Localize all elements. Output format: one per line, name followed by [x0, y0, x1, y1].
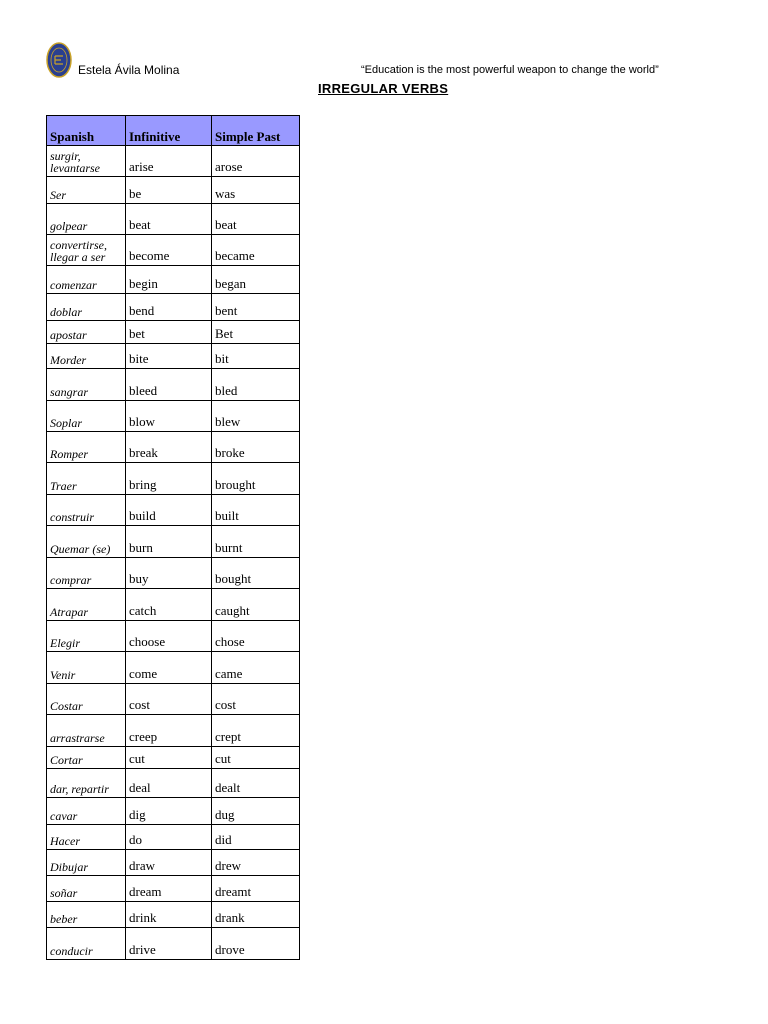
simple-past-cell: chose — [212, 621, 300, 652]
simple-past-cell: burnt — [212, 526, 300, 558]
infinitive-cell: dig — [126, 798, 212, 825]
infinitive-cell: beat — [126, 204, 212, 235]
infinitive-cell: be — [126, 177, 212, 204]
spanish-cell: Costar — [47, 684, 126, 715]
simple-past-cell: dug — [212, 798, 300, 825]
table-row — [47, 876, 300, 902]
infinitive-cell: drive — [126, 928, 212, 960]
table-row — [47, 294, 300, 321]
spanish-cell: Venir — [47, 652, 126, 684]
simple-past-cell: was — [212, 177, 300, 204]
simple-past-cell: began — [212, 266, 300, 294]
table-row — [47, 825, 300, 850]
simple-past-cell: blew — [212, 401, 300, 432]
infinitive-cell: build — [126, 495, 212, 526]
infinitive-cell: cost — [126, 684, 212, 715]
column-header-simple-past: Simple Past — [212, 116, 300, 146]
spanish-cell: Quemar (se) — [47, 526, 126, 558]
infinitive-cell: buy — [126, 558, 212, 589]
simple-past-cell: drank — [212, 902, 300, 928]
table-row — [47, 204, 300, 235]
infinitive-cell: dream — [126, 876, 212, 902]
spanish-cell: Romper — [47, 432, 126, 463]
table-row — [47, 928, 300, 960]
table-row — [47, 621, 300, 652]
column-header-infinitive: Infinitive — [126, 116, 212, 146]
spanish-cell: Hacer — [47, 825, 126, 850]
table-row — [47, 589, 300, 621]
header-quote: “Education is the most powerful weapon to change the world” — [361, 64, 659, 76]
infinitive-cell: become — [126, 235, 212, 266]
simple-past-cell: cut — [212, 747, 300, 769]
simple-past-cell: became — [212, 235, 300, 266]
spanish-cell: comprar — [47, 558, 126, 589]
spanish-cell: conducir — [47, 928, 126, 960]
spanish-cell: construir — [47, 495, 126, 526]
infinitive-cell: choose — [126, 621, 212, 652]
spanish-cell: Dibujar — [47, 850, 126, 876]
spanish-cell: sangrar — [47, 369, 126, 401]
simple-past-cell: arose — [212, 146, 300, 177]
table-row — [47, 266, 300, 294]
infinitive-cell: begin — [126, 266, 212, 294]
spanish-cell: Cortar — [47, 747, 126, 769]
table-header-row — [47, 116, 300, 146]
spanish-cell: surgir, levantarse — [47, 146, 126, 177]
infinitive-cell: bend — [126, 294, 212, 321]
table-row — [47, 902, 300, 928]
simple-past-cell: bought — [212, 558, 300, 589]
simple-past-cell: bit — [212, 344, 300, 369]
simple-past-cell: brought — [212, 463, 300, 495]
table-row — [47, 684, 300, 715]
spanish-cell: beber — [47, 902, 126, 928]
column-header-spanish: Spanish — [47, 116, 126, 146]
spanish-cell: soñar — [47, 876, 126, 902]
author-name: Estela Ávila Molina — [78, 63, 180, 77]
infinitive-cell: bite — [126, 344, 212, 369]
infinitive-cell: break — [126, 432, 212, 463]
table-row — [47, 146, 300, 177]
simple-past-cell: built — [212, 495, 300, 526]
spanish-cell: apostar — [47, 321, 126, 344]
infinitive-cell: arise — [126, 146, 212, 177]
spanish-cell: arrastrarse — [47, 715, 126, 747]
table-row — [47, 652, 300, 684]
spanish-cell: golpear — [47, 204, 126, 235]
table-row — [47, 558, 300, 589]
simple-past-cell: came — [212, 652, 300, 684]
spanish-cell: comenzar — [47, 266, 126, 294]
table-row — [47, 526, 300, 558]
table-row — [47, 401, 300, 432]
spanish-cell: Morder — [47, 344, 126, 369]
spanish-cell: Ser — [47, 177, 126, 204]
table-row — [47, 769, 300, 798]
simple-past-cell: cost — [212, 684, 300, 715]
simple-past-cell: dealt — [212, 769, 300, 798]
spanish-cell: convertirse, llegar a ser — [47, 235, 126, 266]
simple-past-cell: bent — [212, 294, 300, 321]
table-row — [47, 321, 300, 344]
table-row — [47, 747, 300, 769]
infinitive-cell: bet — [126, 321, 212, 344]
table-body — [47, 146, 300, 960]
infinitive-cell: blow — [126, 401, 212, 432]
table-row — [47, 344, 300, 369]
infinitive-cell: drink — [126, 902, 212, 928]
irregular-verbs-table — [46, 115, 300, 960]
infinitive-cell: creep — [126, 715, 212, 747]
simple-past-cell: dreamt — [212, 876, 300, 902]
spanish-cell: Traer — [47, 463, 126, 495]
simple-past-cell: drew — [212, 850, 300, 876]
table-row — [47, 369, 300, 401]
infinitive-cell: come — [126, 652, 212, 684]
table-row — [47, 495, 300, 526]
infinitive-cell: draw — [126, 850, 212, 876]
infinitive-cell: bleed — [126, 369, 212, 401]
simple-past-cell: caught — [212, 589, 300, 621]
simple-past-cell: did — [212, 825, 300, 850]
table-row — [47, 432, 300, 463]
spanish-cell: Soplar — [47, 401, 126, 432]
simple-past-cell: beat — [212, 204, 300, 235]
table-row — [47, 235, 300, 266]
table-row — [47, 715, 300, 747]
infinitive-cell: catch — [126, 589, 212, 621]
spanish-cell: cavar — [47, 798, 126, 825]
table-row — [47, 463, 300, 495]
infinitive-cell: cut — [126, 747, 212, 769]
spanish-cell: doblar — [47, 294, 126, 321]
infinitive-cell: deal — [126, 769, 212, 798]
simple-past-cell: broke — [212, 432, 300, 463]
simple-past-cell: Bet — [212, 321, 300, 344]
school-crest-logo — [46, 42, 72, 78]
infinitive-cell: burn — [126, 526, 212, 558]
table-row — [47, 177, 300, 204]
simple-past-cell: drove — [212, 928, 300, 960]
page-title: IRREGULAR VERBS — [318, 81, 449, 96]
simple-past-cell: bled — [212, 369, 300, 401]
infinitive-cell: bring — [126, 463, 212, 495]
spanish-cell: dar, repartir — [47, 769, 126, 798]
table-row — [47, 850, 300, 876]
table-row — [47, 798, 300, 825]
spanish-cell: Elegir — [47, 621, 126, 652]
simple-past-cell: crept — [212, 715, 300, 747]
spanish-cell: Atrapar — [47, 589, 126, 621]
infinitive-cell: do — [126, 825, 212, 850]
